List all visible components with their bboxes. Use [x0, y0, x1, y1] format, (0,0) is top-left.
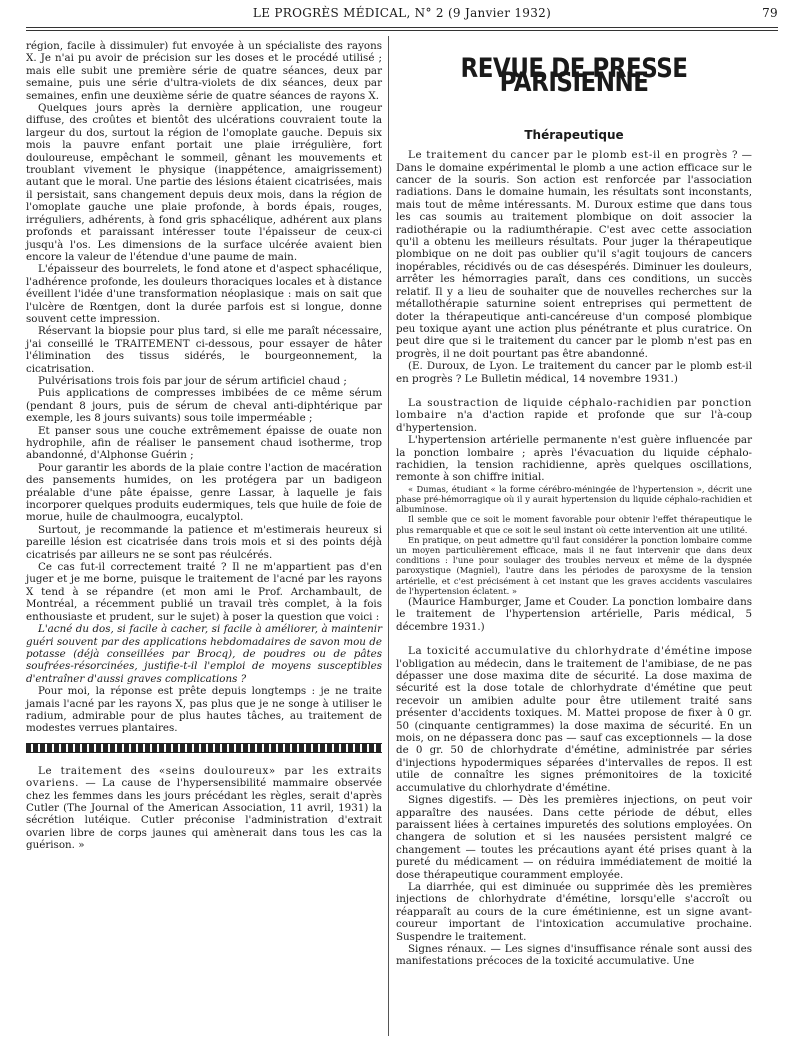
paragraph: Ce cas fut-il correctement traité ? Il ne m'appartient pas d'en juger et je me borne, puisque le traitement de l'acné par les rayons X tend à se répandre (et mon ami le Prof. Archambault, de Montréal, a récemment publié un travail très complet, à la fois enthousiaste et prudent, sur le sujet) à poser la question que voici :: [26, 561, 382, 623]
section-title: REVUE DE PRESSE PARISIENNE: [460, 54, 688, 99]
ornament-divider: [26, 743, 382, 753]
article-emetine: [396, 645, 752, 794]
running-title: LE PROGRÈS MÉDICAL, N° 2 (9 Janvier 1932): [252, 6, 552, 20]
rubric-heading: Thérapeutique: [524, 127, 624, 142]
article-body: — Dans le domaine expérimental le plomb a une action efficace sur le cancer de la souris. Son action est renforcée par l'association radiations. Dans le domaine humain, les résultats sont inconstants, mais tout de même intéressants. M. Duroux estime que dans tous les cas soumis au traitement plombique on doit associer la radiothérapie ou la radiumthérapie. C'est avec cette association qu'il a obtenu les meilleurs résultats. Pour juger la thérapeutique plombique on ne doit pas oublier qu'il s'agit toujours de cancers inopérables, récidivés ou de cas désespérés. Diminuer les douleurs, arrêter les hémorragies paraît, dans ces conditions, un succès relatif. Il y a lieu de souhaiter que de nouvelles recherches sur la métallothérapie saturnine soient entreprises qui permettent de doter la thérapeutique anti-cancéreuse d'un composé plombique peu toxique ayant une action plus pénétrante et plus curatrice. On peut dire que si le traitement du cancer par le plomb n'est pas en progrès, il ne doit pourtant pas être abandonné.: [396, 149, 752, 360]
paragraph: Signes rénaux. — Les signes d'insuffisance rénale sont aussi des manifestations précoces de la toxicité accumulative. Une: [396, 942, 752, 968]
paragraph-italic-question: L'acné du dos, si facile à cacher, si facile à améliorer, à maintenir guéri souvent par des applications hebdomadaires de savon mou de potasse (déjà conseillées par Brocq), de poudres ou de pâtes soufrées-résorcinées, justifie-t-il l'emploi de moyens susceptibles d'entraîner d'aussi graves complications ?: [26, 623, 382, 685]
article-reference: (E. Duroux, de Lyon. Le traitement du cancer par le plomb est-il en progrès ? Le Bulletin médical, 14 novembre 1931.): [396, 360, 752, 385]
paragraph: La diarrhée, qui est diminuée ou supprimée dès les premières injections de chlorhydrate d'émétine, lorsqu'elle s'accroît ou réapparaît au cours de la cure émétinienne, est un signe avant-coureur important de l'intoxication accumulative prochaine. Suspendre le traitement.: [396, 880, 752, 943]
article-reference: (Maurice Hamburger, Jame et Couder. La ponction lombaire dans le traitement de l'hypertension artérielle, Paris médical, 5 décembre 1931.): [396, 596, 752, 633]
paragraph: Quelques jours après la dernière application, une rougeur diffuse, des croûtes et bientôt des ulcérations couvraient toute la largeur du dos, surtout la région de l'omoplate gauche. Depuis six mois la pauvre enfant portait une plaie irrégulière, fort douloureuse, empêchant le sommeil, gênant les mouvements et troublant vivement le physique (inappétence, amaigrissement) autant que le moral. Une partie des lésions étaient cicatrisées, mais il persistait, sans changement depuis deux mois, dans la région de l'omoplate gauche une plaie profonde, à bords épais, rouges, irréguliers, adhérents, à fond gris sphacélique, adhérent aux plans profonds et paraissant intéresser toute l'épaisseur de ceux-ci jusqu'à l'os. Les dimensions de la surface ulcérée avaient bien encore la valeur de l'étendue d'une paume de main.: [26, 102, 382, 263]
spacer: [396, 633, 752, 645]
paragraph: Pulvérisations trois fois par jour de sérum artificiel chaud ;: [38, 374, 347, 387]
paragraph: L'épaisseur des bourrelets, le fond atone et d'aspect sphacélique, l'adhérence profonde, les douleurs thoraciques locales et à distance éveillent l'idée d'une transformation néoplasique : mais on sait que l'ulcère de Rœntgen, dont la durée parfois est si longue, donne souvent cette impression.: [26, 263, 382, 325]
column-divider: [388, 36, 389, 1036]
spacer: [396, 385, 752, 397]
running-header: [26, 6, 778, 24]
paragraph: Signes digestifs. — Dès les premières injections, on peut voir apparaître des nausées. Dans cette période de début, elles paraissent liées à certaines impuretés des solutions employées. On changera de solution et si les nausées persistent malgré ce changement — toutes les précautions ayant été prises quant à la pureté du médicament — on réduira immédiatement de moitié la dose thérapeutique couramment employée.: [396, 794, 752, 881]
paragraph: Pour garantir les abords de la plaie contre l'action de macération des pansements humides, on les protégera par un badigeon préalable d'une pâte épaisse, genre Lassar, à laquelle je fais incorporer quelques produits eudermiques, tels que huile de foie de morue, huile de chaulmoogra, eucalyptol.: [26, 461, 382, 524]
page-number: 79: [762, 6, 778, 20]
paragraph: L'hypertension artérielle permanente n'est guère influencée par la ponction lombaire ; après l'évacuation du liquide céphalo-rachidien, la tension rachidienne, après quelques oscillations, remonte à son chiffre initial.: [396, 434, 752, 484]
right-column: [396, 40, 752, 968]
header-rule: [26, 27, 778, 28]
quote-paragraph: « Dumas, étudiant « la forme cérébro-méningée de l'hypertension », décrit une phase pré-hémorragique où il y aurait hypertension du liquide céphalo-rachidien et albuminose.: [396, 483, 752, 515]
article-body: impose l'obligation au médecin, dans le traitement de l'amibiase, de ne pas dépasser une dose maxima dite de sécurité. La dose maxima de sécurité est la dose totale de chlorhydrate d'émétine que peut recevoir un amibien adulte pour être utilement traité sans présenter d'accidents toxiques. M. Mattei propose de fixer à 0 gr. 50 (cinquante centigrammes) la dose maxima de sécurité. En un mois, on ne dépassera donc pas — sauf cas exceptionnels — la dose de 0 gr. 50 de chlorhydrate d'émétine, administrée par séries d'injections hypodermiques séparées d'intervalles de repos. Il est utile de connaître les signes prémonitoires de la toxicité accumulative du chlorhydrate d'émétine.: [396, 645, 753, 794]
article-seins: [26, 765, 382, 852]
article-ponction: [396, 397, 752, 434]
paragraph: Et panser sous une couche extrêmement épaisse de ouate non hydrophile, afin de réaliser le pansement chaud isotherme, trop abandonné, d'Alphonse Guérin ;: [26, 424, 382, 462]
article-plomb: [396, 149, 752, 360]
paragraph: Surtout, je recommande la patience et m'estimerais heureux si pareille lésion est cicatrisée dans trois mois et si des points déjà cicatrisés par ailleurs ne se sont pas réulcérés.: [26, 523, 382, 561]
paragraph: Pour moi, la réponse est prête depuis longtemps : je ne traite jamais l'acné par les rayons X, pas plus que je ne songe à utiliser le radium, admirable pour de plus hautes tâches, au traitement de modestes verrues plantaires.: [26, 685, 382, 735]
quote-paragraph: En pratique, on peut admettre qu'il faut considérer la ponction lombaire comme un moyen particulièrement efficace, mais il ne faut intervenir que dans deux conditions : l'une pour soulager des troubles nerveux et même de la dyspnée paroxystique (Magniel), l'autre dans les périodes de paroxysme de la tension artérielle, et c'est précisément à cet instant que les graves accidents vasculaires de l'hypertension éclatent. »: [396, 534, 752, 596]
paragraph: région, facile à dissimuler) fut envoyée à un spécialiste des rayons X. Je n'ai pu avoir de précision sur les doses et le procédé utilisé ; mais elle subit une première série de quatre séances, deux par semaine, puis une série d'ultra-violets de dix séances, deux par semaines, enfin une deuxième série de quatre séances de rayons X.: [26, 40, 382, 102]
article-title: Le traitement des «seins douloureux» par les extraits ovariens.: [26, 764, 382, 790]
paragraph: Puis applications de compresses imbibées de ce même sérum (pendant 8 jours, puis de sérum de cheval anti-diphtérique par exemple, les 8 jours suivants) sous toile imperméable ;: [26, 387, 382, 425]
quote-paragraph: Il semble que ce soit le moment favorable pour obtenir l'effet thérapeutique le plus remarquable et que ce soit le seul instant où cette intervention ait une utilité.: [396, 514, 752, 535]
article-body: n'a d'action rapide et profonde que sur l'à-coup d'hypertension.: [396, 409, 752, 434]
article-title: Le traitement du cancer par le plomb est-il en progrès ?: [408, 149, 739, 162]
left-column: [26, 40, 382, 852]
article-body: — La cause de l'hypersensibilité mammaire observée chez les femmes dans les jours précédant les règles, serait d'après Cutler (The Journal of the American Association, 11 avril, 1931) la sécrétion lutéique. Cutler préconise l'administration d'extrait ovarien libre de corps jaunes qui amènerait dans tous les cas la guérison. »: [26, 777, 382, 852]
article-title: La toxicité accumulative du chlorhydrate d'émétine: [408, 645, 711, 658]
paragraph: Réservant la biopsie pour plus tard, si elle me paraît nécessaire, j'ai conseillé le TRAITEMENT ci-dessous, pour essayer de hâter l'élimination des tissus sidérés, le bourgeonnement, la cicatrisation.: [26, 325, 382, 375]
header-rule-double: [26, 30, 778, 31]
article-title: La soustraction de liquide céphalo-rachidien par ponction lombaire: [396, 396, 752, 422]
